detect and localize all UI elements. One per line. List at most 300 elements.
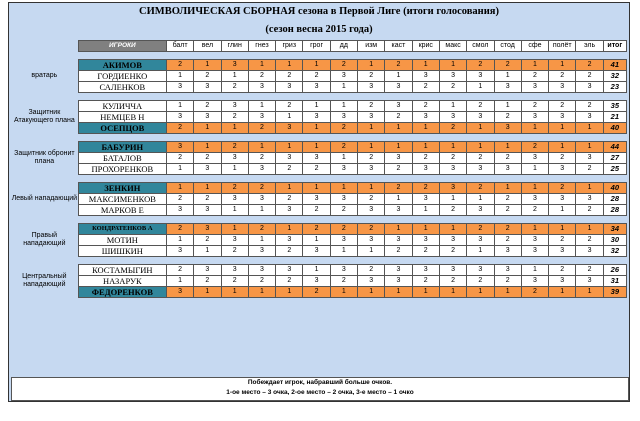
vote-cell: 2 (494, 276, 521, 287)
vote-cell: 3 (194, 112, 221, 123)
player-name: БАТАЛОВ (78, 153, 166, 164)
vote-cell: 3 (576, 153, 603, 164)
voter-header: гриз (276, 41, 303, 52)
vote-cell: 2 (412, 101, 439, 112)
vote-cell: 1 (194, 123, 221, 134)
vote-cell: 2 (549, 183, 576, 194)
vote-cell: 2 (412, 183, 439, 194)
vote-cell: 1 (439, 60, 466, 71)
spacer-cell (11, 216, 627, 224)
vote-cell: 1 (521, 265, 548, 276)
vote-cell: 2 (194, 71, 221, 82)
player-row (11, 194, 627, 205)
vote-cell: 2 (521, 142, 548, 153)
vote-cell: 2 (248, 71, 275, 82)
vote-cell: 2 (494, 224, 521, 235)
vote-cell: 2 (385, 164, 412, 175)
total-cell: 40 (603, 123, 626, 134)
vote-cell: 2 (521, 101, 548, 112)
vote-cell: 1 (276, 287, 303, 298)
vote-cell: 3 (248, 112, 275, 123)
vote-cell: 2 (467, 101, 494, 112)
player-name: МОТИН (78, 235, 166, 246)
total-cell: 23 (603, 82, 626, 93)
player-row (11, 71, 627, 82)
vote-cell: 2 (439, 82, 466, 93)
vote-cell: 3 (385, 265, 412, 276)
vote-cell: 2 (412, 153, 439, 164)
vote-cell: 1 (194, 60, 221, 71)
vote-cell: 2 (330, 276, 357, 287)
vote-cell: 2 (576, 164, 603, 175)
header-row (11, 41, 627, 52)
vote-cell: 3 (494, 265, 521, 276)
vote-cell: 3 (194, 164, 221, 175)
vote-cell: 2 (330, 142, 357, 153)
vote-cell: 3 (439, 112, 466, 123)
vote-cell: 2 (576, 60, 603, 71)
vote-cell: 3 (221, 194, 248, 205)
vote-cell: 1 (303, 101, 330, 112)
vote-cell: 2 (494, 112, 521, 123)
vote-cell: 3 (330, 194, 357, 205)
vote-cell: 3 (303, 194, 330, 205)
vote-cell: 3 (248, 265, 275, 276)
voter-header: каст (385, 41, 412, 52)
player-name: КОНДРАТЕНКОВ А (78, 224, 166, 235)
voter-header: вел (194, 41, 221, 52)
vote-cell: 1 (330, 246, 357, 257)
vote-cell: 3 (412, 265, 439, 276)
vote-cell: 3 (276, 235, 303, 246)
total-cell: 26 (603, 265, 626, 276)
player-row (11, 101, 627, 112)
vote-cell: 1 (303, 123, 330, 134)
vote-cell: 3 (303, 246, 330, 257)
vote-cell: 1 (303, 60, 330, 71)
vote-cell: 1 (330, 183, 357, 194)
rules-footer (11, 377, 629, 401)
vote-cell: 3 (358, 82, 385, 93)
vote-cell: 3 (303, 153, 330, 164)
vote-cell: 1 (303, 235, 330, 246)
vote-cell: 2 (221, 183, 248, 194)
vote-cell: 2 (166, 224, 193, 235)
vote-cell: 1 (439, 101, 466, 112)
player-name: МАРКОВ Е (78, 205, 166, 216)
total-cell: 27 (603, 153, 626, 164)
vote-cell: 1 (467, 142, 494, 153)
vote-cell: 1 (276, 112, 303, 123)
vote-cell: 3 (467, 205, 494, 216)
vote-cell: 3 (521, 82, 548, 93)
vote-cell: 1 (439, 142, 466, 153)
vote-cell: 2 (358, 194, 385, 205)
vote-cell: 1 (412, 287, 439, 298)
vote-cell: 2 (412, 246, 439, 257)
results-table-body (11, 41, 627, 298)
vote-cell: 2 (166, 194, 193, 205)
vote-cell: 2 (248, 123, 275, 134)
vote-cell: 3 (467, 71, 494, 82)
player-row (11, 60, 627, 71)
vote-cell: 1 (439, 224, 466, 235)
vote-cell: 1 (576, 287, 603, 298)
group-spacer (11, 134, 627, 142)
player-name: НАЗАРУК (78, 276, 166, 287)
vote-cell: 3 (330, 112, 357, 123)
vote-cell: 2 (467, 224, 494, 235)
vote-cell: 2 (521, 71, 548, 82)
vote-cell: 1 (494, 183, 521, 194)
vote-cell: 1 (248, 60, 275, 71)
vote-cell: 3 (467, 164, 494, 175)
vote-cell: 1 (194, 246, 221, 257)
vote-cell: 1 (467, 246, 494, 257)
player-row (11, 235, 627, 246)
vote-cell: 1 (248, 235, 275, 246)
sheet-subtitle: (сезон весна 2015 года) (265, 24, 373, 35)
vote-cell: 1 (412, 142, 439, 153)
vote-cell: 1 (412, 60, 439, 71)
player-name: КОСТАМЫГИН (78, 265, 166, 276)
vote-cell: 2 (549, 71, 576, 82)
vote-cell: 1 (358, 123, 385, 134)
vote-cell: 2 (330, 60, 357, 71)
vote-cell: 3 (221, 235, 248, 246)
voter-header: макс (439, 41, 466, 52)
player-name: ЗЕНКИН (78, 183, 166, 194)
vote-cell: 3 (330, 164, 357, 175)
spacer-cell (11, 175, 627, 183)
vote-cell: 1 (358, 183, 385, 194)
total-cell: 31 (603, 276, 626, 287)
vote-cell: 3 (166, 205, 193, 216)
vote-cell: 2 (276, 101, 303, 112)
vote-cell: 2 (467, 153, 494, 164)
vote-cell: 2 (221, 246, 248, 257)
voter-header: дд (330, 41, 357, 52)
vote-cell: 3 (385, 101, 412, 112)
vote-cell: 3 (439, 164, 466, 175)
vote-cell: 1 (358, 60, 385, 71)
vote-cell: 3 (166, 246, 193, 257)
vote-cell: 3 (521, 276, 548, 287)
vote-cell: 3 (166, 142, 193, 153)
vote-cell: 3 (549, 194, 576, 205)
vote-cell: 3 (194, 82, 221, 93)
vote-cell: 3 (549, 276, 576, 287)
vote-cell: 3 (549, 246, 576, 257)
vote-cell: 2 (166, 265, 193, 276)
vote-cell: 1 (576, 183, 603, 194)
vote-cell: 2 (358, 224, 385, 235)
vote-cell: 2 (303, 71, 330, 82)
vote-cell: 1 (166, 235, 193, 246)
position-label: Защитник Атакующего плана (11, 101, 78, 134)
vote-cell: 3 (358, 235, 385, 246)
vote-cell: 1 (276, 183, 303, 194)
vote-cell: 3 (248, 82, 275, 93)
vote-cell: 3 (358, 276, 385, 287)
vote-cell: 3 (576, 246, 603, 257)
vote-cell: 2 (248, 276, 275, 287)
player-row (11, 287, 627, 298)
vote-cell: 2 (303, 164, 330, 175)
header-blank (11, 41, 78, 52)
vote-cell: 3 (166, 112, 193, 123)
spacer-cell (11, 257, 627, 265)
vote-cell: 1 (521, 164, 548, 175)
position-label: Левый нападающий (11, 183, 78, 216)
voting-results-sheet (8, 2, 630, 402)
spacer-cell (11, 52, 627, 60)
vote-cell: 2 (412, 82, 439, 93)
vote-cell: 1 (276, 142, 303, 153)
vote-cell: 1 (330, 82, 357, 93)
vote-cell: 3 (303, 82, 330, 93)
vote-cell: 2 (576, 101, 603, 112)
vote-cell: 3 (467, 112, 494, 123)
vote-cell: 1 (194, 287, 221, 298)
footer-line-2: 1-ое место – 3 очка, 2-ое место – 2 очка, 3-е место – 1 очко (226, 388, 414, 396)
player-row (11, 183, 627, 194)
total-cell: 28 (603, 205, 626, 216)
vote-cell: 2 (494, 194, 521, 205)
vote-cell: 3 (521, 194, 548, 205)
vote-cell: 1 (467, 194, 494, 205)
vote-cell: 3 (412, 194, 439, 205)
vote-cell: 3 (221, 265, 248, 276)
vote-cell: 1 (549, 224, 576, 235)
vote-cell: 2 (358, 153, 385, 164)
vote-cell: 3 (276, 205, 303, 216)
vote-cell: 2 (166, 123, 193, 134)
vote-cell: 2 (166, 153, 193, 164)
vote-cell: 1 (248, 205, 275, 216)
vote-cell: 2 (494, 153, 521, 164)
position-label: Защитник обронит плана (11, 142, 78, 175)
vote-cell: 1 (549, 287, 576, 298)
vote-cell: 2 (467, 183, 494, 194)
vote-cell: 1 (358, 246, 385, 257)
vote-cell: 3 (521, 235, 548, 246)
vote-cell: 3 (221, 101, 248, 112)
vote-cell: 1 (166, 164, 193, 175)
vote-cell: 3 (385, 82, 412, 93)
vote-cell: 1 (221, 205, 248, 216)
player-name: МАКСИМЕНКОВ (78, 194, 166, 205)
vote-cell: 1 (385, 123, 412, 134)
vote-cell: 1 (166, 276, 193, 287)
player-row (11, 246, 627, 257)
vote-cell: 1 (248, 287, 275, 298)
total-cell: 35 (603, 101, 626, 112)
total-cell: 34 (603, 224, 626, 235)
vote-cell: 1 (385, 71, 412, 82)
vote-cell: 3 (248, 246, 275, 257)
group-spacer (11, 216, 627, 224)
vote-cell: 2 (221, 276, 248, 287)
vote-cell: 2 (248, 153, 275, 164)
players-header: ИГРОКИ (78, 41, 166, 52)
vote-cell: 2 (549, 265, 576, 276)
vote-cell: 1 (166, 183, 193, 194)
total-cell: 44 (603, 142, 626, 153)
vote-cell: 3 (385, 153, 412, 164)
vote-cell: 1 (276, 60, 303, 71)
spacer-cell (11, 93, 627, 101)
vote-cell: 2 (385, 112, 412, 123)
vote-cell: 3 (467, 235, 494, 246)
vote-cell: 3 (385, 235, 412, 246)
vote-cell: 1 (221, 71, 248, 82)
vote-cell: 1 (412, 123, 439, 134)
sheet-title: СИМВОЛИЧЕСКАЯ СБОРНАЯ сезона в Первой Лиге (итоги голосования) (139, 6, 499, 17)
vote-cell: 2 (549, 235, 576, 246)
vote-cell: 3 (330, 235, 357, 246)
vote-cell: 3 (385, 205, 412, 216)
vote-cell: 3 (412, 112, 439, 123)
vote-cell: 2 (221, 112, 248, 123)
vote-cell: 3 (467, 265, 494, 276)
player-name: КУЛИЧЧА (78, 101, 166, 112)
player-row (11, 153, 627, 164)
vote-cell: 2 (248, 183, 275, 194)
vote-cell: 1 (494, 101, 521, 112)
vote-cell: 2 (358, 265, 385, 276)
total-cell: 21 (603, 112, 626, 123)
vote-cell: 3 (166, 82, 193, 93)
vote-cell: 3 (194, 205, 221, 216)
group-spacer (11, 52, 627, 60)
group-spacer (11, 93, 627, 101)
vote-cell: 1 (221, 123, 248, 134)
total-cell: 32 (603, 71, 626, 82)
vote-cell: 1 (221, 287, 248, 298)
vote-cell: 3 (221, 60, 248, 71)
vote-cell: 3 (521, 246, 548, 257)
vote-cell: 2 (385, 183, 412, 194)
vote-cell: 1 (576, 123, 603, 134)
voter-header: стод (494, 41, 521, 52)
vote-cell: 1 (330, 153, 357, 164)
vote-cell: 3 (194, 265, 221, 276)
vote-cell: 3 (576, 194, 603, 205)
voter-header: полёт (549, 41, 576, 52)
vote-cell: 2 (194, 101, 221, 112)
total-cell: 25 (603, 164, 626, 175)
vote-cell: 2 (248, 224, 275, 235)
position-label: вратарь (11, 60, 78, 93)
player-row (11, 142, 627, 153)
vote-cell: 3 (439, 183, 466, 194)
total-cell: 40 (603, 183, 626, 194)
vote-cell: 3 (303, 276, 330, 287)
vote-cell: 2 (549, 153, 576, 164)
vote-cell: 1 (330, 101, 357, 112)
vote-cell: 2 (494, 235, 521, 246)
spacer-cell (11, 134, 627, 142)
vote-cell: 3 (549, 82, 576, 93)
vote-cell: 3 (521, 153, 548, 164)
vote-cell: 3 (358, 205, 385, 216)
vote-cell: 2 (303, 205, 330, 216)
vote-cell: 2 (303, 287, 330, 298)
vote-cell: 2 (576, 235, 603, 246)
vote-cell: 1 (549, 123, 576, 134)
position-label: Центральный нападающий (11, 265, 78, 298)
vote-cell: 2 (412, 276, 439, 287)
vote-cell: 1 (303, 265, 330, 276)
position-label: Правый нападающий (11, 224, 78, 257)
vote-cell: 1 (276, 224, 303, 235)
player-name: САЛЕНКОВ (78, 82, 166, 93)
vote-cell: 1 (494, 142, 521, 153)
voter-header: смол (467, 41, 494, 52)
player-name: БАБУРИН (78, 142, 166, 153)
vote-cell: 1 (221, 224, 248, 235)
vote-cell: 3 (276, 265, 303, 276)
vote-cell: 3 (166, 287, 193, 298)
voter-header: гнез (248, 41, 275, 52)
vote-cell: 2 (276, 276, 303, 287)
player-row (11, 224, 627, 235)
vote-cell: 3 (412, 164, 439, 175)
vote-cell: 1 (439, 194, 466, 205)
vote-cell: 3 (385, 276, 412, 287)
vote-cell: 1 (467, 82, 494, 93)
vote-cell: 2 (576, 71, 603, 82)
vote-cell: 1 (166, 101, 193, 112)
vote-cell: 2 (194, 235, 221, 246)
vote-cell: 1 (521, 224, 548, 235)
vote-cell: 2 (221, 82, 248, 93)
player-name: ПРОХОРЕНКОВ (78, 164, 166, 175)
vote-cell: 3 (439, 265, 466, 276)
vote-cell: 1 (576, 142, 603, 153)
vote-cell: 1 (303, 183, 330, 194)
vote-cell: 1 (194, 183, 221, 194)
player-row (11, 265, 627, 276)
player-row (11, 276, 627, 287)
vote-cell: 2 (166, 60, 193, 71)
vote-cell: 1 (221, 164, 248, 175)
vote-cell: 2 (194, 153, 221, 164)
vote-cell: 3 (494, 123, 521, 134)
vote-cell: 2 (439, 246, 466, 257)
results-table (11, 40, 627, 298)
vote-cell: 3 (194, 224, 221, 235)
player-row (11, 205, 627, 216)
player-name: ШИШКИН (78, 246, 166, 257)
vote-cell: 2 (467, 60, 494, 71)
vote-cell: 3 (439, 235, 466, 246)
voter-header: эль (576, 41, 603, 52)
vote-cell: 2 (385, 246, 412, 257)
player-row (11, 123, 627, 134)
vote-cell: 1 (549, 60, 576, 71)
vote-cell: 2 (494, 205, 521, 216)
vote-cell: 3 (439, 71, 466, 82)
vote-cell: 3 (494, 82, 521, 93)
vote-cell: 2 (467, 276, 494, 287)
vote-cell: 1 (521, 60, 548, 71)
vote-cell: 2 (439, 153, 466, 164)
player-name: НЕМЦЕВ Н (78, 112, 166, 123)
total-cell: 32 (603, 246, 626, 257)
vote-cell: 3 (248, 194, 275, 205)
